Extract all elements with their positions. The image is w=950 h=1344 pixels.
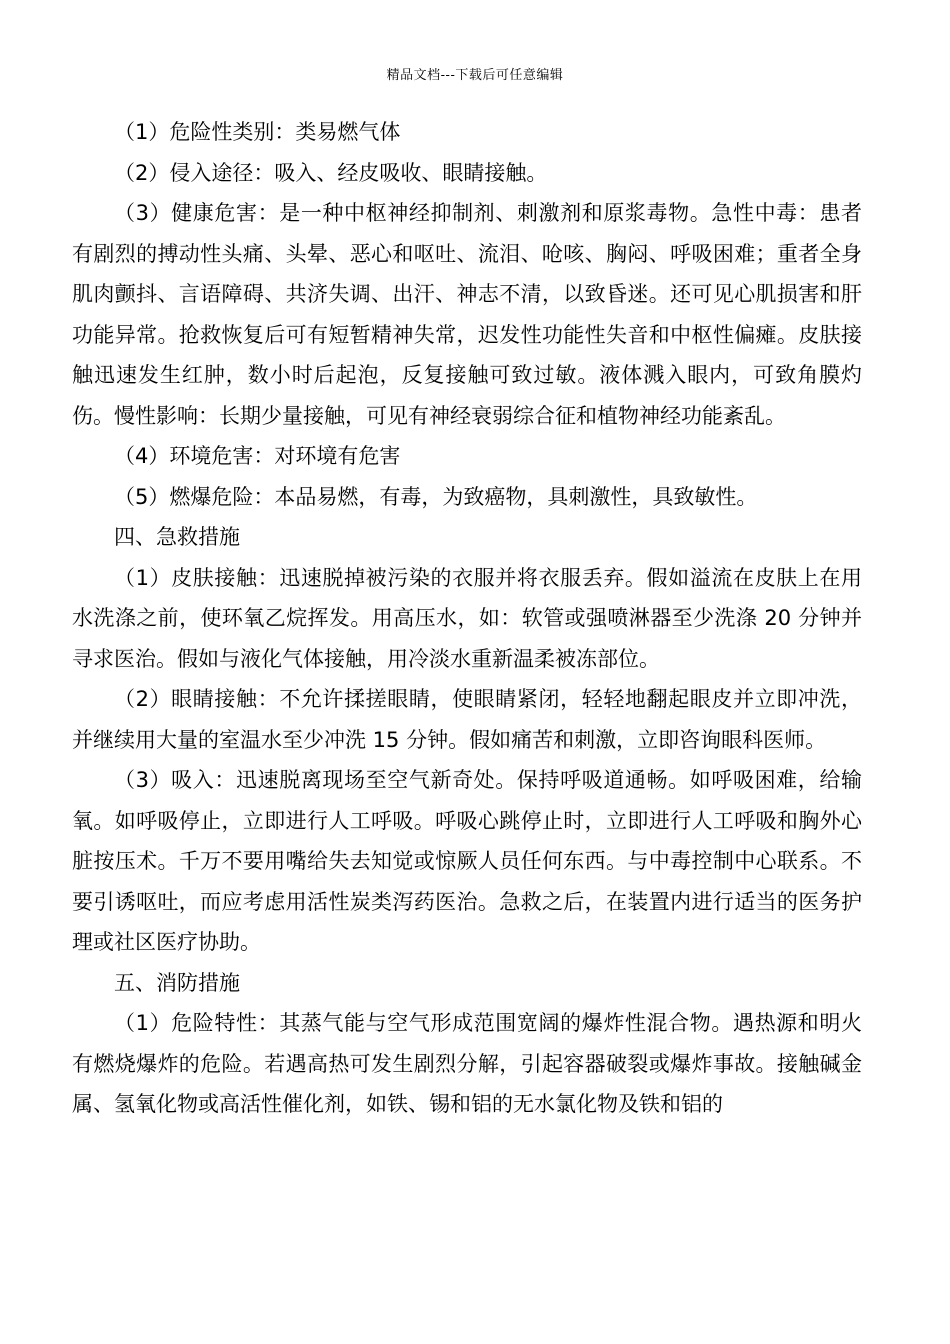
paragraph-hazard-category: （1）危险性类别：类易燃气体 <box>114 120 401 144</box>
section-heading-fire-fighting: 五、消防措施 <box>114 970 240 995</box>
paragraph-inhalation: （3）吸入：迅速脱离现场至空气新奇处。保持呼吸道通畅。如呼吸困难，给输氧。如呼吸停止，立即进行人工呼吸。呼吸心跳停止时，立即进行人工呼吸和胸外心脏按压术。千万不要用嘴给失去知觉或惊厥人员任何东西。与中毒控制中心联系。不要引诱呕吐，而应考虑用活性炭类泻药医治。急救之后，在装置内进行适当的医务护理或社区医疗协助。 <box>72 768 862 954</box>
paragraph-skin-contact: （1）皮肤接触：迅速脱掉被污染的衣服并将衣服丢弃。假如溢流在皮肤上在用水洗涤之前，使环氧乙烷挥发。用高压水，如：软管或强喷淋器至少洗涤 20 分钟并寻求医治。假如与液化气体接触，用冷淡水重新温柔被冻部位。 <box>72 565 862 671</box>
section-heading-first-aid: 四、急救措施 <box>114 525 240 549</box>
paragraph-environment-hazard: （4）环境危害：对环境有危害 <box>114 444 401 468</box>
paragraph-health-hazard: （3）健康危害：是一种中枢神经抑制剂、刺激剂和原浆毒物。急性中毒：患者有剧烈的搏动性头痛、头晕、恶心和呕吐、流泪、呛咳、胸闷、呼吸困难；重者全身肌肉颤抖、言语障碍、共济失调、出汗、神志不清，以致昏迷。还可见心肌损害和肝功能异常。抢救恢复后可有短暂精神失常，迟发性功能性失音和中枢性偏瘫。皮肤接触迅速发生红肿，数小时后起泡，反复接触可致过敏。液体溅入眼内，可致角膜灼伤。慢性影响：长期少量接触，可见有神经衰弱综合征和植物神经功能紊乱。 <box>72 201 862 428</box>
paragraph-fire-hazard: （1）危险特性：其蒸气能与空气形成范围宽阔的爆炸性混合物。遇热源和明火有燃烧爆炸的危险。若遇高热可发生剧烈分解，引起容器破裂或爆炸事故。接触碱金属、氢氧化物或高活性催化剂，如铁、锡和铝的无水氯化物及铁和铝的 <box>72 1011 862 1116</box>
paragraph-exposure-routes: （2）侵入途径：吸入、经皮吸收、眼睛接触。 <box>114 160 548 185</box>
paragraph-explosion-hazard: （5）燃爆危险：本品易燃，有毒，为致癌物，具刺激性，具致敏性。 <box>114 484 758 509</box>
paragraph-eye-contact: （2）眼睛接触：不允许揉搓眼睛，使眼睛紧闭，轻轻地翻起眼皮并立即冲洗，并继续用大量的室温水至少冲洗 15 分钟。假如痛苦和刺激，立即咨询眼科医师。 <box>72 687 862 752</box>
document-body <box>72 112 862 1125</box>
page-header: 精品文档---下载后可任意编辑 <box>386 68 564 83</box>
